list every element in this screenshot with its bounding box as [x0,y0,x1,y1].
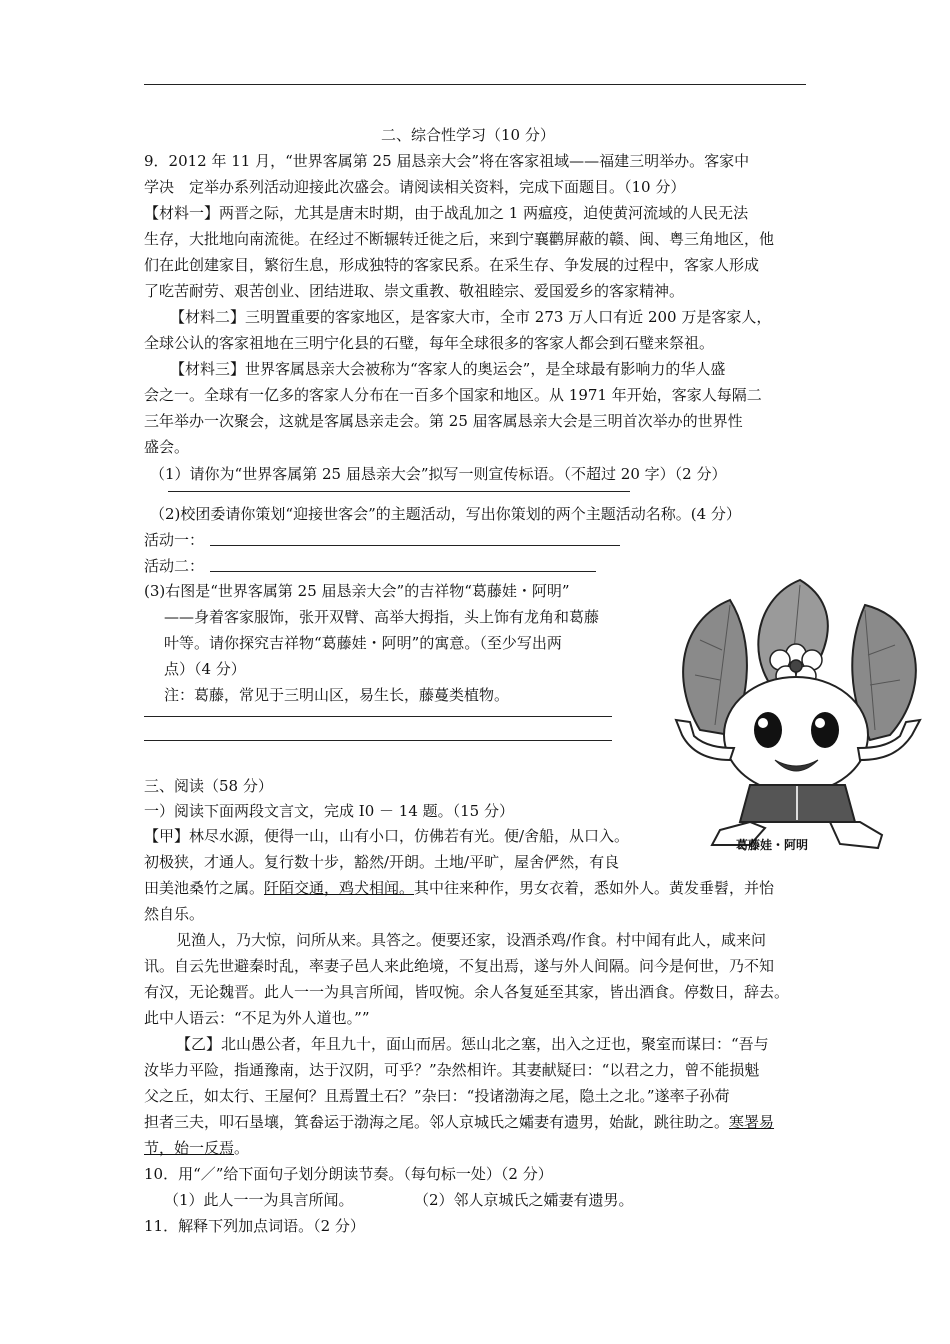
jia-line4: 然自乐。 [144,905,205,923]
answer-line-3b[interactable] [144,740,612,741]
yi-line4 [144,1111,774,1133]
jia-p2-line4: 此中人语云：“不足为外人道也。”” [144,1009,370,1027]
q3-line4: 点）（4 分） [164,660,246,678]
material2-line2: 全球公认的客家祖地在三明宁化县的石璧，每年全球很多的客家人都会到石璧来祭祖。 [144,334,715,352]
yi-underlined-phrase-b: 节，始一反焉 [144,1139,235,1157]
activity-1-answer-line[interactable] [210,545,620,546]
yi-underlined-phrase-a: 寒署易 [729,1113,775,1131]
material1-line4: 了吃苦耐劳、艰苦创业、团结进取、崇文重教、敬祖睦宗、爱国爱乡的客家精神。 [144,282,685,300]
activity-2-label: 活动二： [144,557,205,575]
material2-line1: 【材料二】三明置重要的客家地区，是客家大市，全市 273 万人口有近 200 万是客家人， [170,308,772,326]
material1-line2: 生存，大批地向南流徙。在经过不断辗转迁徙之后，来到宁襄鹳屏蔽的赣、闽、粤三角地区，他 [144,230,775,248]
q3-note: 注：葛藤，常见于三明山区，易生长，藤蔓类植物。 [164,686,510,704]
yi-line3: 父之丘，如太行、王屋何？且焉置土石？”杂曰：“投诸渤海之尾，隐土之北。”遂率子孙荷 [144,1087,730,1105]
mascot-caption: 葛藤娃・阿明 [736,838,809,852]
yi-line2: 汝毕力平险，指通豫南，达于汉阴，可乎？”杂然相许。其妻献疑曰：“以君之力，曾不能损魁 [144,1061,760,1079]
jia-line1: 【甲】林尽水源，便得一山，山有小口，仿佛若有光。便/舍船，从口入。 [144,827,630,845]
section3-sub1: 一）阅读下面两段文言文，完成 I0 － 14 题。（15 分） [144,802,514,820]
yi-line5 [144,1137,249,1159]
activity-1-label: 活动一： [144,531,205,549]
q3-line2: ——身着客家服饰，张开双臂、高举大拇指，头上饰有龙角和葛藤 [164,608,600,626]
question-1: （1）请你为“世界客属第 25 届恳亲大会”拟写一则宣传标语。（不超过 20 字）（2 分） [150,465,727,483]
top-rule [144,84,806,85]
question-10-s1: （1）此人一一为具言所闻。 [164,1191,354,1209]
q9-line2: 学决 定举办系列活动迎接此次盛会。请阅读相关资料，完成下面题目。（10 分） [144,178,686,196]
jia-p2-line1: 见渔人，乃大惊，问所从来。具答之。便要还家，设酒杀鸡/作食。村中闻有此人，咸来问 [176,931,767,949]
question-10: 10．用“／”给下面句子划分朗读节奏。（每句标一处）（2 分） [144,1165,553,1183]
question-10-s2: （2）邻人京城氏之孀妻有遗男。 [414,1191,634,1209]
question-11: 11．解释下列加点词语。（2 分） [144,1217,365,1235]
material1-line3: 们在此创建家目，繁衍生息，形成独特的客家民系。在采生存、争发展的过程中，客家人形成 [144,256,760,274]
answer-line-3a[interactable] [144,716,612,717]
jia-line3-end: 其中往来种作，男女衣着，悉如外人。黄发垂髫，并怡 [414,879,775,897]
material3-line2: 会之一。全球有一亿多的客家人分布在一百多个国家和地区。从 1971 年开始，客家人每隔二 [144,386,762,404]
q3-line1: (3)右图是“世界客属第 25 届恳亲大会”的吉祥物“葛藤娃・阿明” [144,582,570,600]
section3-title: 三、阅读（58 分） [144,777,273,795]
jia-p2-line3: 有汉，无论魏晋。此人一一为具言所闻，皆叹惋。余人各复延至其家，皆出酒食。停数日，辞去。 [144,983,790,1001]
q9-line1: 9．2012 年 11 月，“世界客属第 25 届恳亲大会”将在客家祖域——福建三明举办。客家中 [144,152,750,170]
question-2: （2)校团委请你策划“迎接世客会”的主题活动，写出你策划的两个主题活动名称。(4 分） [150,505,741,523]
answer-line-1[interactable] [168,491,630,492]
jia-underlined-phrase: 阡陌交通，鸡犬相闻。 [264,879,415,897]
jia-p2-line2: 讯。自云先世避秦时乱，率妻子邑人来此绝境，不复出焉，遂与外人间隔。问今是何世，乃不知 [144,957,775,975]
jia-line3 [144,877,774,899]
q3-line3: 叶等。请你探究吉祥物“葛藤娃・阿明”的寓意。（至少写出两 [164,634,562,652]
yi-line4-start: 担者三夫，叩石垦壤，箕畚运于渤海之尾。邻人京城氏之孀妻有遗男，始龀，跳往助之。 [144,1113,730,1131]
material3-line3: 三年举办一次聚会，这就是客属恳亲走会。第 25 届客属恳亲大会是三明首次举办的世界性 [144,412,743,430]
jia-line3-start: 田美池桑竹之属。 [144,879,265,897]
material1-line1: 【材料一】两晋之际，尤其是唐末时期，由于战乱加之 1 两瘟疫，迫使黄河流域的人民无法 [144,204,749,222]
mascot-illustration [650,560,950,855]
material3-line4: 盛会。 [144,438,190,456]
activity-2-answer-line[interactable] [210,571,596,572]
yi-line1: 【乙】北山愚公者，年且九十，面山而居。惩山北之塞，出入之迂也，聚室而谋曰：“吾与 [176,1035,769,1053]
material3-line1: 【材料三】世界客属恳亲大会被称为“客家人的奥运会”，是全球最有影响力的华人盛 [170,360,726,378]
section2-title: 二、综合性学习（10 分） [381,126,555,144]
jia-line2: 初极狭，才通人。复行数十步，豁然/开朗。土地/平旷，屋舍俨然，有良 [144,853,620,871]
yi-line5-end: 。 [234,1139,250,1157]
